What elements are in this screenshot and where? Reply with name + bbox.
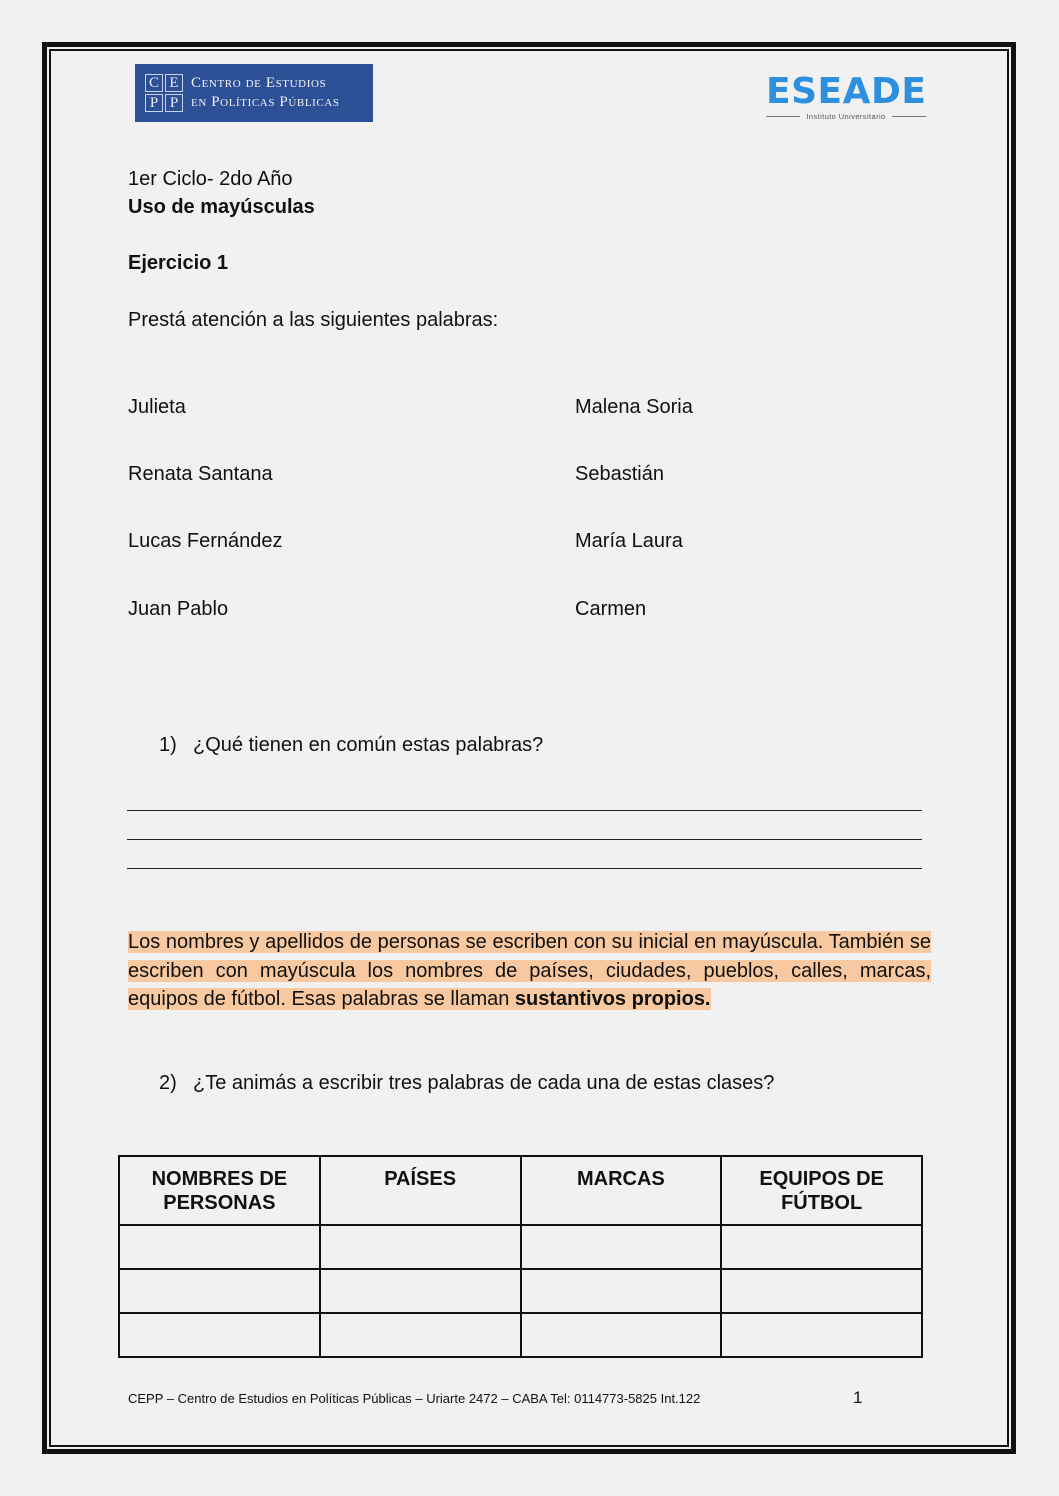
table-cell[interactable] [119,1225,320,1269]
cepp-logo-line2: en Políticas Públicas [191,94,340,110]
word-item: Juan Pablo [128,598,229,620]
table-row [119,1313,922,1357]
word-classes-table [118,1155,923,1358]
word-item: Julieta [128,396,186,418]
word-item: Lucas Fernández [128,530,283,552]
page-title: Uso de mayúsculas [128,196,315,218]
cycle-label: 1er Ciclo- 2do Año [128,168,293,190]
cepp-logo-line1: Centro de Estudios [191,75,327,91]
table-header-cell: MARCAS [521,1156,722,1225]
footer-text: CEPP – Centro de Estudios en Políticas Públicas – Uriarte 2472 – CABA Tel: 0114773-5825 Int.122 [128,1391,701,1406]
question-2-number: 2) [159,1072,177,1094]
rule-highlight [128,931,931,1010]
answer-line[interactable] [127,810,922,811]
table-row [119,1269,922,1313]
table-header-cell: NOMBRES DE PERSONAS [119,1156,320,1225]
intro-text: Prestá atención a las siguientes palabras: [128,309,499,331]
eseade-logo [766,72,926,124]
table-cell[interactable] [320,1269,521,1313]
question-1-number: 1) [159,734,177,756]
eseade-logo-subtitle: Instituto Universitario [806,112,886,121]
table-cell[interactable] [119,1269,320,1313]
cepp-letter: E [165,74,183,92]
table-header-row [119,1156,922,1225]
word-item: María Laura [575,530,683,552]
table-cell[interactable] [320,1225,521,1269]
cepp-logo-mark [145,74,183,112]
answer-line[interactable] [127,839,922,840]
table-header-cell: PAÍSES [320,1156,521,1225]
table-cell[interactable] [119,1313,320,1357]
rule-text: Los nombres y apellidos de personas se escriben con su inicial en mayúscula. También se escriben con mayúscula los nombres de países, ciudades, pueblos, calles, marcas, equipos de fútbol. Esas palabras se llaman [128,931,931,1010]
question-2-text: ¿Te animás a escribir tres palabras de cada una de estas clases? [193,1072,775,1094]
table-cell[interactable] [320,1313,521,1357]
table-cell[interactable] [721,1269,922,1313]
rule-paragraph [128,928,931,1014]
divider [766,116,800,117]
word-item: Renata Santana [128,463,273,485]
eseade-logo-word: ESEADE [766,71,927,112]
table-row [119,1225,922,1269]
divider [892,116,926,117]
table-cell[interactable] [521,1225,722,1269]
table-cell[interactable] [521,1269,722,1313]
table-cell[interactable] [721,1313,922,1357]
table-cell[interactable] [521,1313,722,1357]
cepp-letter: P [145,94,163,112]
answer-line[interactable] [127,868,922,869]
word-item: Sebastián [575,463,664,485]
table-cell[interactable] [721,1225,922,1269]
cepp-letter: C [145,74,163,92]
cepp-logo-text [191,74,340,112]
word-item: Carmen [575,598,647,620]
question-1-text: ¿Qué tienen en común estas palabras? [193,734,544,756]
exercise-title: Ejercicio 1 [128,252,229,274]
rule-keyword: sustantivos propios. [514,988,711,1010]
eseade-logo-subtitle-row [766,112,926,121]
cepp-letter: P [165,94,183,112]
table-header-cell: EQUIPOS DE FÚTBOL [721,1156,922,1225]
word-item: Malena Soria [575,396,693,418]
cepp-logo [135,64,373,122]
page-number: 1 [853,1388,863,1407]
